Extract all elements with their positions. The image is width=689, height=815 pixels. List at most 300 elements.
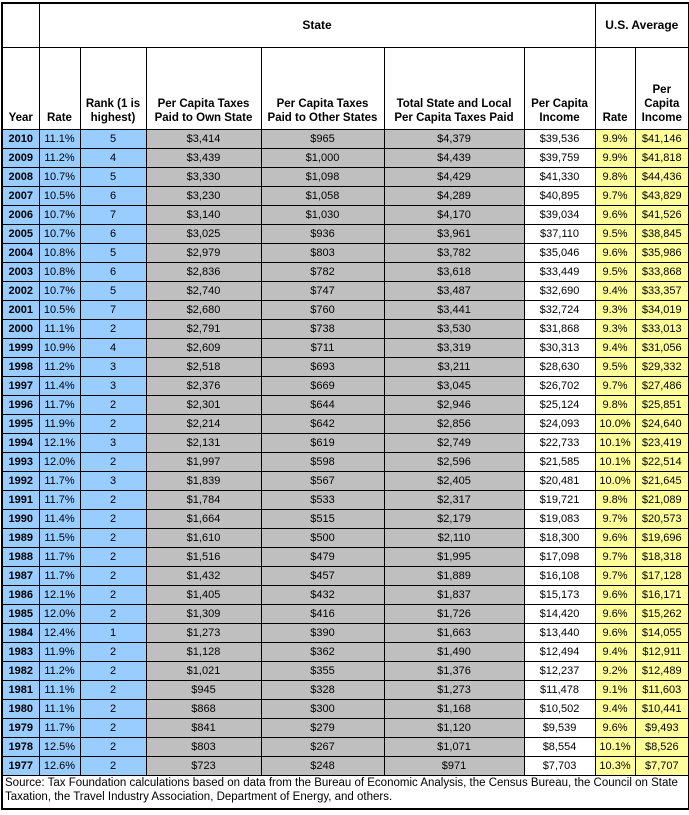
cell-other-states-taxes: $644 <box>261 395 384 414</box>
cell-us-income: $17,128 <box>635 566 689 585</box>
cell-year: 1977 <box>2 756 39 775</box>
cell-rank: 2 <box>80 528 146 547</box>
table-row <box>2 148 689 167</box>
cell-own-state-taxes: $1,432 <box>146 566 261 585</box>
cell-state-rate: 11.1% <box>39 129 80 148</box>
cell-state-income: $19,083 <box>524 509 595 528</box>
cell-state-income: $20,481 <box>524 471 595 490</box>
table-row <box>2 528 689 547</box>
cell-rank: 7 <box>80 205 146 224</box>
cell-other-states-taxes: $619 <box>261 433 384 452</box>
cell-state-rate: 10.9% <box>39 338 80 357</box>
cell-rank: 5 <box>80 243 146 262</box>
table-row <box>2 281 689 300</box>
cell-total-taxes: $3,530 <box>384 319 524 338</box>
cell-total-taxes: $2,596 <box>384 452 524 471</box>
cell-other-states-taxes: $760 <box>261 300 384 319</box>
cell-total-taxes: $1,071 <box>384 737 524 756</box>
cell-us-income: $23,419 <box>635 433 689 452</box>
cell-total-taxes: $4,170 <box>384 205 524 224</box>
cell-own-state-taxes: $841 <box>146 718 261 737</box>
cell-other-states-taxes: $279 <box>261 718 384 737</box>
cell-us-rate: 9.1% <box>595 680 635 699</box>
table-body <box>2 129 689 775</box>
cell-year: 1997 <box>2 376 39 395</box>
state-group-header: State <box>39 3 595 47</box>
source-note: Source: Tax Foundation calculations based on data from the Bureau of Economic Analysis, the Census Bureau, the Council on State Taxation, the Travel Industry Association, Department of Energy, and others. <box>2 775 689 809</box>
cell-us-income: $34,019 <box>635 300 689 319</box>
cell-year: 2000 <box>2 319 39 338</box>
cell-us-rate: 10.3% <box>595 756 635 775</box>
cell-us-rate: 9.5% <box>595 357 635 376</box>
cell-year: 1978 <box>2 737 39 756</box>
cell-total-taxes: $3,319 <box>384 338 524 357</box>
cell-state-rate: 12.6% <box>39 756 80 775</box>
cell-rank: 3 <box>80 433 146 452</box>
cell-state-income: $7,703 <box>524 756 595 775</box>
cell-state-income: $32,724 <box>524 300 595 319</box>
cell-rank: 2 <box>80 414 146 433</box>
cell-year: 1999 <box>2 338 39 357</box>
table-row <box>2 490 689 509</box>
cell-own-state-taxes: $723 <box>146 756 261 775</box>
cell-rank: 5 <box>80 129 146 148</box>
cell-us-rate: 9.6% <box>595 623 635 642</box>
cell-own-state-taxes: $1,610 <box>146 528 261 547</box>
cell-other-states-taxes: $500 <box>261 528 384 547</box>
cell-other-states-taxes: $248 <box>261 756 384 775</box>
cell-us-income: $44,436 <box>635 167 689 186</box>
cell-other-states-taxes: $1,098 <box>261 167 384 186</box>
table-row <box>2 357 689 376</box>
cell-us-rate: 10.0% <box>595 471 635 490</box>
cell-state-rate: 11.7% <box>39 547 80 566</box>
cell-year: 1986 <box>2 585 39 604</box>
cell-us-rate: 9.4% <box>595 338 635 357</box>
footer-row <box>2 775 689 809</box>
cell-state-income: $21,585 <box>524 452 595 471</box>
cell-year: 2008 <box>2 167 39 186</box>
table-row <box>2 699 689 718</box>
cell-state-income: $32,690 <box>524 281 595 300</box>
col-header-total-taxes: Total State and Local Per Capita Taxes Paid <box>384 47 524 129</box>
cell-own-state-taxes: $803 <box>146 737 261 756</box>
cell-total-taxes: $1,120 <box>384 718 524 737</box>
cell-state-income: $39,034 <box>524 205 595 224</box>
cell-total-taxes: $2,856 <box>384 414 524 433</box>
cell-state-rate: 11.7% <box>39 490 80 509</box>
table-row <box>2 642 689 661</box>
table-row <box>2 585 689 604</box>
cell-us-rate: 9.7% <box>595 509 635 528</box>
cell-own-state-taxes: $1,784 <box>146 490 261 509</box>
cell-other-states-taxes: $416 <box>261 604 384 623</box>
cell-total-taxes: $3,045 <box>384 376 524 395</box>
cell-other-states-taxes: $803 <box>261 243 384 262</box>
cell-total-taxes: $1,995 <box>384 547 524 566</box>
cell-us-rate: 9.7% <box>595 547 635 566</box>
table-row <box>2 129 689 148</box>
cell-state-rate: 10.8% <box>39 243 80 262</box>
cell-state-rate: 11.4% <box>39 509 80 528</box>
table-row <box>2 338 689 357</box>
table-row <box>2 680 689 699</box>
cell-total-taxes: $4,379 <box>384 129 524 148</box>
cell-other-states-taxes: $738 <box>261 319 384 338</box>
cell-state-income: $40,895 <box>524 186 595 205</box>
cell-state-rate: 11.5% <box>39 528 80 547</box>
table-row <box>2 376 689 395</box>
cell-state-rate: 11.1% <box>39 680 80 699</box>
cell-us-rate: 9.2% <box>595 661 635 680</box>
cell-total-taxes: $3,618 <box>384 262 524 281</box>
cell-us-income: $29,332 <box>635 357 689 376</box>
cell-total-taxes: $1,889 <box>384 566 524 585</box>
cell-state-income: $12,494 <box>524 642 595 661</box>
cell-total-taxes: $2,110 <box>384 528 524 547</box>
cell-state-income: $17,098 <box>524 547 595 566</box>
cell-state-income: $9,539 <box>524 718 595 737</box>
table-row <box>2 623 689 642</box>
cell-total-taxes: $1,168 <box>384 699 524 718</box>
group-header-row <box>2 3 689 47</box>
cell-us-income: $7,707 <box>635 756 689 775</box>
cell-us-rate: 9.8% <box>595 167 635 186</box>
cell-other-states-taxes: $300 <box>261 699 384 718</box>
cell-own-state-taxes: $2,836 <box>146 262 261 281</box>
cell-other-states-taxes: $598 <box>261 452 384 471</box>
table-row <box>2 300 689 319</box>
cell-rank: 2 <box>80 547 146 566</box>
cell-total-taxes: $1,837 <box>384 585 524 604</box>
cell-total-taxes: $2,749 <box>384 433 524 452</box>
cell-rank: 3 <box>80 357 146 376</box>
cell-rank: 2 <box>80 490 146 509</box>
cell-rank: 2 <box>80 566 146 585</box>
cell-state-rate: 11.7% <box>39 566 80 585</box>
table-row <box>2 319 689 338</box>
cell-state-rate: 10.7% <box>39 205 80 224</box>
table-row <box>2 395 689 414</box>
cell-us-income: $41,146 <box>635 129 689 148</box>
cell-state-income: $41,330 <box>524 167 595 186</box>
cell-us-rate: 10.0% <box>595 414 635 433</box>
cell-state-rate: 11.7% <box>39 471 80 490</box>
cell-own-state-taxes: $3,140 <box>146 205 261 224</box>
table-row <box>2 509 689 528</box>
cell-state-rate: 11.1% <box>39 699 80 718</box>
cell-state-income: $12,237 <box>524 661 595 680</box>
cell-total-taxes: $3,441 <box>384 300 524 319</box>
cell-us-income: $18,318 <box>635 547 689 566</box>
cell-total-taxes: $971 <box>384 756 524 775</box>
cell-us-income: $19,696 <box>635 528 689 547</box>
cell-rank: 2 <box>80 661 146 680</box>
cell-us-rate: 10.1% <box>595 737 635 756</box>
cell-us-income: $12,911 <box>635 642 689 661</box>
cell-state-income: $19,721 <box>524 490 595 509</box>
cell-rank: 2 <box>80 452 146 471</box>
cell-us-income: $8,526 <box>635 737 689 756</box>
cell-other-states-taxes: $669 <box>261 376 384 395</box>
col-header-state-rate: Rate <box>39 47 80 129</box>
cell-year: 1981 <box>2 680 39 699</box>
cell-year: 2006 <box>2 205 39 224</box>
cell-own-state-taxes: $2,979 <box>146 243 261 262</box>
cell-other-states-taxes: $1,058 <box>261 186 384 205</box>
cell-year: 1993 <box>2 452 39 471</box>
cell-state-income: $16,108 <box>524 566 595 585</box>
cell-other-states-taxes: $711 <box>261 338 384 357</box>
cell-state-income: $8,554 <box>524 737 595 756</box>
table-row <box>2 243 689 262</box>
cell-year: 2003 <box>2 262 39 281</box>
cell-rank: 4 <box>80 148 146 167</box>
cell-us-income: $33,868 <box>635 262 689 281</box>
cell-us-rate: 9.9% <box>595 129 635 148</box>
cell-other-states-taxes: $965 <box>261 129 384 148</box>
cell-state-rate: 10.8% <box>39 262 80 281</box>
cell-year: 1989 <box>2 528 39 547</box>
table-row <box>2 547 689 566</box>
table-row <box>2 718 689 737</box>
cell-us-income: $38,845 <box>635 224 689 243</box>
cell-us-rate: 9.7% <box>595 186 635 205</box>
cell-us-income: $21,089 <box>635 490 689 509</box>
cell-year: 1998 <box>2 357 39 376</box>
cell-year: 1987 <box>2 566 39 585</box>
cell-year: 2002 <box>2 281 39 300</box>
cell-rank: 1 <box>80 623 146 642</box>
cell-us-rate: 9.6% <box>595 718 635 737</box>
cell-rank: 2 <box>80 509 146 528</box>
cell-total-taxes: $4,289 <box>384 186 524 205</box>
cell-state-rate: 10.7% <box>39 281 80 300</box>
cell-own-state-taxes: $1,128 <box>146 642 261 661</box>
cell-rank: 3 <box>80 471 146 490</box>
col-header-own-state-taxes: Per Capita Taxes Paid to Own State <box>146 47 261 129</box>
cell-us-rate: 9.6% <box>595 243 635 262</box>
cell-state-income: $33,449 <box>524 262 595 281</box>
cell-rank: 2 <box>80 585 146 604</box>
cell-year: 1988 <box>2 547 39 566</box>
cell-us-rate: 9.4% <box>595 642 635 661</box>
cell-rank: 4 <box>80 338 146 357</box>
col-header-us-income: Per Capita Income <box>635 47 689 129</box>
cell-year: 1995 <box>2 414 39 433</box>
cell-year: 1990 <box>2 509 39 528</box>
cell-state-rate: 11.9% <box>39 642 80 661</box>
cell-other-states-taxes: $355 <box>261 661 384 680</box>
cell-rank: 2 <box>80 604 146 623</box>
cell-rank: 5 <box>80 167 146 186</box>
corner-cell <box>2 3 39 47</box>
cell-total-taxes: $1,726 <box>384 604 524 623</box>
table-row <box>2 471 689 490</box>
table-row <box>2 661 689 680</box>
col-header-year: Year <box>2 47 39 129</box>
cell-other-states-taxes: $693 <box>261 357 384 376</box>
cell-state-income: $31,868 <box>524 319 595 338</box>
cell-us-income: $35,986 <box>635 243 689 262</box>
cell-year: 1984 <box>2 623 39 642</box>
cell-us-income: $31,056 <box>635 338 689 357</box>
table-row <box>2 167 689 186</box>
table-row <box>2 566 689 585</box>
cell-year: 1982 <box>2 661 39 680</box>
table-row <box>2 604 689 623</box>
cell-us-rate: 9.5% <box>595 224 635 243</box>
cell-us-rate: 9.4% <box>595 699 635 718</box>
cell-us-income: $27,486 <box>635 376 689 395</box>
cell-other-states-taxes: $782 <box>261 262 384 281</box>
cell-rank: 7 <box>80 300 146 319</box>
cell-total-taxes: $2,179 <box>384 509 524 528</box>
cell-other-states-taxes: $515 <box>261 509 384 528</box>
cell-rank: 2 <box>80 737 146 756</box>
cell-year: 1983 <box>2 642 39 661</box>
cell-us-income: $21,645 <box>635 471 689 490</box>
cell-year: 2005 <box>2 224 39 243</box>
cell-own-state-taxes: $3,025 <box>146 224 261 243</box>
cell-total-taxes: $1,273 <box>384 680 524 699</box>
cell-own-state-taxes: $3,414 <box>146 129 261 148</box>
cell-state-rate: 10.7% <box>39 224 80 243</box>
cell-us-rate: 9.5% <box>595 262 635 281</box>
table-row <box>2 414 689 433</box>
cell-own-state-taxes: $1,405 <box>146 585 261 604</box>
cell-year: 2007 <box>2 186 39 205</box>
cell-state-income: $35,046 <box>524 243 595 262</box>
cell-total-taxes: $4,439 <box>384 148 524 167</box>
cell-year: 2009 <box>2 148 39 167</box>
state-tax-table <box>1 2 689 810</box>
cell-own-state-taxes: $3,439 <box>146 148 261 167</box>
table-row <box>2 262 689 281</box>
cell-rank: 2 <box>80 699 146 718</box>
cell-state-income: $11,478 <box>524 680 595 699</box>
cell-state-income: $28,630 <box>524 357 595 376</box>
cell-total-taxes: $2,405 <box>384 471 524 490</box>
cell-us-rate: 9.4% <box>595 281 635 300</box>
cell-own-state-taxes: $2,791 <box>146 319 261 338</box>
cell-us-income: $16,171 <box>635 585 689 604</box>
cell-total-taxes: $1,490 <box>384 642 524 661</box>
cell-own-state-taxes: $2,740 <box>146 281 261 300</box>
cell-other-states-taxes: $328 <box>261 680 384 699</box>
cell-us-rate: 9.7% <box>595 566 635 585</box>
cell-own-state-taxes: $1,309 <box>146 604 261 623</box>
cell-rank: 2 <box>80 680 146 699</box>
cell-us-rate: 9.6% <box>595 205 635 224</box>
table-row <box>2 224 689 243</box>
cell-state-rate: 12.0% <box>39 452 80 471</box>
cell-own-state-taxes: $2,376 <box>146 376 261 395</box>
cell-own-state-taxes: $1,516 <box>146 547 261 566</box>
cell-own-state-taxes: $2,301 <box>146 395 261 414</box>
cell-rank: 3 <box>80 376 146 395</box>
table-row <box>2 452 689 471</box>
cell-own-state-taxes: $1,839 <box>146 471 261 490</box>
cell-us-income: $14,055 <box>635 623 689 642</box>
cell-us-rate: 9.6% <box>595 604 635 623</box>
cell-state-rate: 11.7% <box>39 718 80 737</box>
cell-year: 1980 <box>2 699 39 718</box>
cell-other-states-taxes: $642 <box>261 414 384 433</box>
cell-own-state-taxes: $3,230 <box>146 186 261 205</box>
cell-total-taxes: $2,317 <box>384 490 524 509</box>
cell-year: 1996 <box>2 395 39 414</box>
cell-total-taxes: $1,663 <box>384 623 524 642</box>
cell-state-rate: 12.5% <box>39 737 80 756</box>
cell-other-states-taxes: $457 <box>261 566 384 585</box>
col-header-us-rate: Rate <box>595 47 635 129</box>
table-row <box>2 205 689 224</box>
cell-state-income: $14,420 <box>524 604 595 623</box>
cell-other-states-taxes: $362 <box>261 642 384 661</box>
cell-own-state-taxes: $1,997 <box>146 452 261 471</box>
cell-total-taxes: $1,376 <box>384 661 524 680</box>
cell-us-income: $24,640 <box>635 414 689 433</box>
cell-other-states-taxes: $432 <box>261 585 384 604</box>
cell-state-income: $24,093 <box>524 414 595 433</box>
col-header-other-states-taxes: Per Capita Taxes Paid to Other States <box>261 47 384 129</box>
cell-year: 1979 <box>2 718 39 737</box>
cell-total-taxes: $3,211 <box>384 357 524 376</box>
cell-us-income: $25,851 <box>635 395 689 414</box>
cell-own-state-taxes: $945 <box>146 680 261 699</box>
cell-other-states-taxes: $567 <box>261 471 384 490</box>
cell-other-states-taxes: $390 <box>261 623 384 642</box>
cell-own-state-taxes: $1,664 <box>146 509 261 528</box>
cell-state-income: $25,124 <box>524 395 595 414</box>
cell-total-taxes: $3,487 <box>384 281 524 300</box>
cell-other-states-taxes: $533 <box>261 490 384 509</box>
cell-state-income: $22,733 <box>524 433 595 452</box>
cell-own-state-taxes: $1,273 <box>146 623 261 642</box>
us-average-group-header: U.S. Average <box>595 3 689 47</box>
cell-own-state-taxes: $2,609 <box>146 338 261 357</box>
cell-rank: 2 <box>80 319 146 338</box>
cell-rank: 2 <box>80 395 146 414</box>
cell-us-rate: 9.3% <box>595 300 635 319</box>
cell-other-states-taxes: $1,030 <box>261 205 384 224</box>
cell-total-taxes: $2,946 <box>384 395 524 414</box>
cell-rank: 2 <box>80 718 146 737</box>
cell-total-taxes: $3,782 <box>384 243 524 262</box>
cell-us-income: $41,818 <box>635 148 689 167</box>
cell-own-state-taxes: $2,131 <box>146 433 261 452</box>
cell-state-income: $37,110 <box>524 224 595 243</box>
cell-own-state-taxes: $2,518 <box>146 357 261 376</box>
cell-us-income: $9,493 <box>635 718 689 737</box>
cell-us-income: $22,514 <box>635 452 689 471</box>
col-header-state-income: Per Capita Income <box>524 47 595 129</box>
cell-other-states-taxes: $479 <box>261 547 384 566</box>
cell-state-rate: 11.1% <box>39 319 80 338</box>
cell-rank: 6 <box>80 224 146 243</box>
column-header-row <box>2 47 689 129</box>
cell-year: 2001 <box>2 300 39 319</box>
cell-us-rate: 10.1% <box>595 433 635 452</box>
cell-us-income: $15,262 <box>635 604 689 623</box>
cell-state-rate: 11.4% <box>39 376 80 395</box>
cell-own-state-taxes: $868 <box>146 699 261 718</box>
cell-state-rate: 12.1% <box>39 585 80 604</box>
cell-us-income: $12,489 <box>635 661 689 680</box>
cell-state-rate: 12.0% <box>39 604 80 623</box>
cell-us-income: $33,357 <box>635 281 689 300</box>
